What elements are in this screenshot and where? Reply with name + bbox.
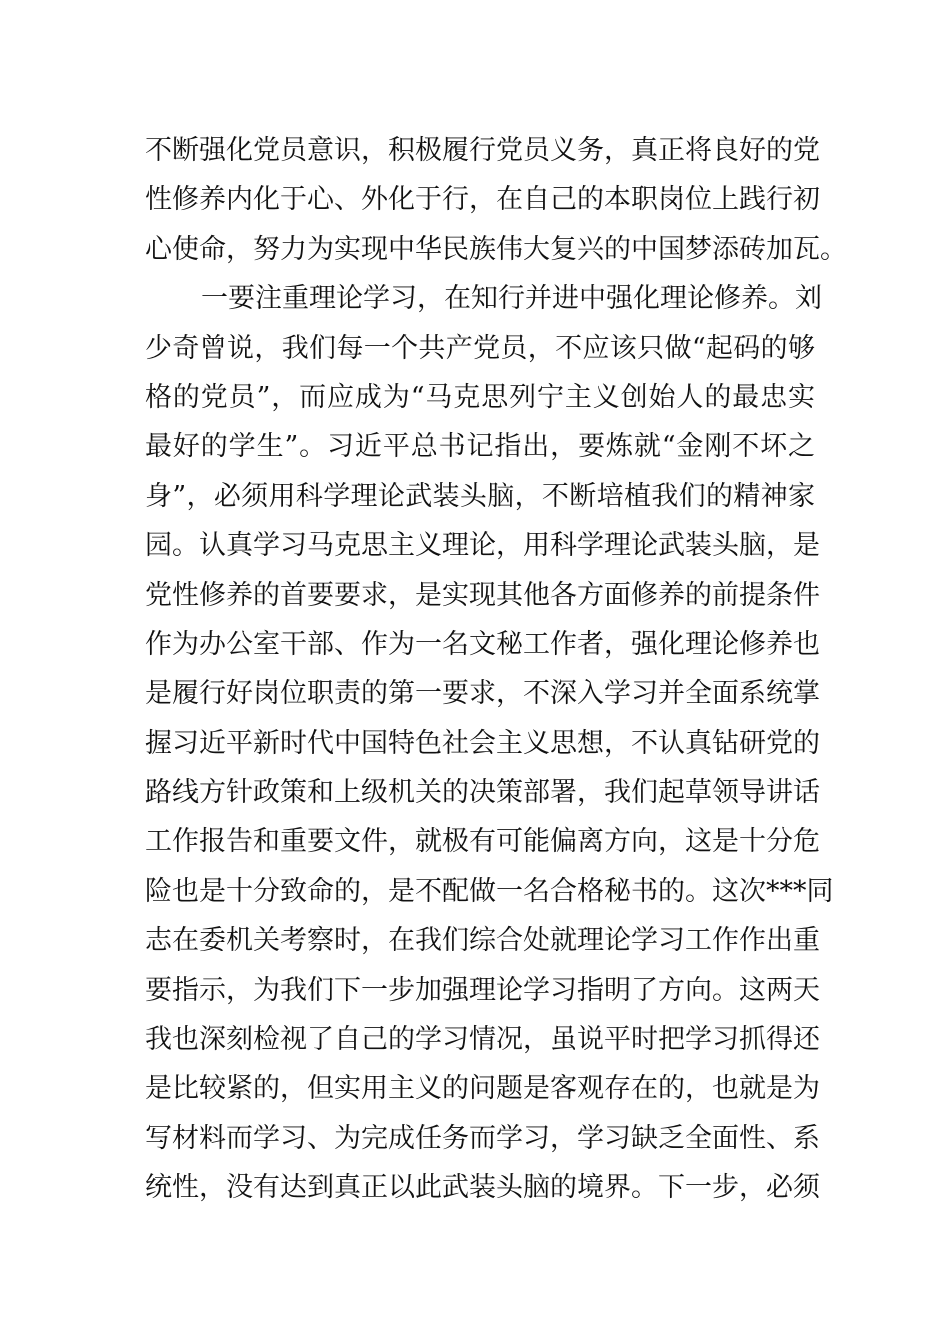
text-line: 身”，必须用科学理论武装头脑，不断培植我们的精神家 bbox=[145, 480, 815, 512]
text-line: 作为办公室干部、作为一名文秘工作者，强化理论修养也 bbox=[145, 628, 820, 660]
text-line: 是比较紧的，但实用主义的问题是客观存在的，也就是为 bbox=[145, 1073, 820, 1105]
body-text bbox=[145, 126, 847, 1213]
paragraph-first-line: 一要注重理论学习，在知行并进中强化理论修养。刘 bbox=[201, 283, 822, 315]
text-line: 是履行好岗位职责的第一要求，不深入学习并全面系统掌 bbox=[145, 678, 820, 710]
text-line: 要指示，为我们下一步加强理论学习指明了方向。这两天 bbox=[145, 974, 820, 1006]
text-line: 最好的学生”。习近平总书记指出，要炼就“金刚不坏之 bbox=[145, 431, 815, 463]
text-line: 少奇曾说，我们每一个共产党员，不应该只做“起码的够 bbox=[145, 332, 815, 364]
text-line: 性修养内化于心、外化于行，在自己的本职岗位上践行初 bbox=[145, 184, 820, 216]
text-line: 我也深刻检视了自己的学习情况，虽说平时把学习抓得还 bbox=[145, 1024, 820, 1056]
text-line: 志在委机关考察时，在我们综合处就理论学习工作作出重 bbox=[145, 925, 820, 957]
text-line: 不断强化党员意识，积极履行党员义务，真正将良好的党 bbox=[145, 135, 820, 166]
text-line: 握习近平新时代中国特色社会主义思想，不认真钻研党的 bbox=[145, 727, 820, 759]
text-line: 统性，没有达到真正以此武装头脑的境界。下一步，必须 bbox=[145, 1172, 820, 1204]
text-line: 园。认真学习马克思主义理论，用科学理论武装头脑，是 bbox=[145, 530, 820, 562]
text-line: 心使命，努力为实现中华民族伟大复兴的中国梦添砖加瓦。 bbox=[145, 233, 847, 265]
text-line: 路线方针政策和上级机关的决策部署，我们起草领导讲话 bbox=[145, 777, 820, 809]
text-line: 险也是十分致命的，是不配做一名合格秘书的。这次***同 bbox=[145, 875, 834, 907]
text-line: 格的党员”，而应成为“马克思列宁主义创始人的最忠实 bbox=[145, 381, 815, 413]
text-line: 写材料而学习、为完成任务而学习，学习缺乏全面性、系 bbox=[145, 1122, 820, 1154]
text-line: 工作报告和重要文件，就极有可能偏离方向，这是十分危 bbox=[145, 826, 820, 858]
text-line: 党性修养的首要要求，是实现其他各方面修养的前提条件 bbox=[145, 579, 820, 611]
